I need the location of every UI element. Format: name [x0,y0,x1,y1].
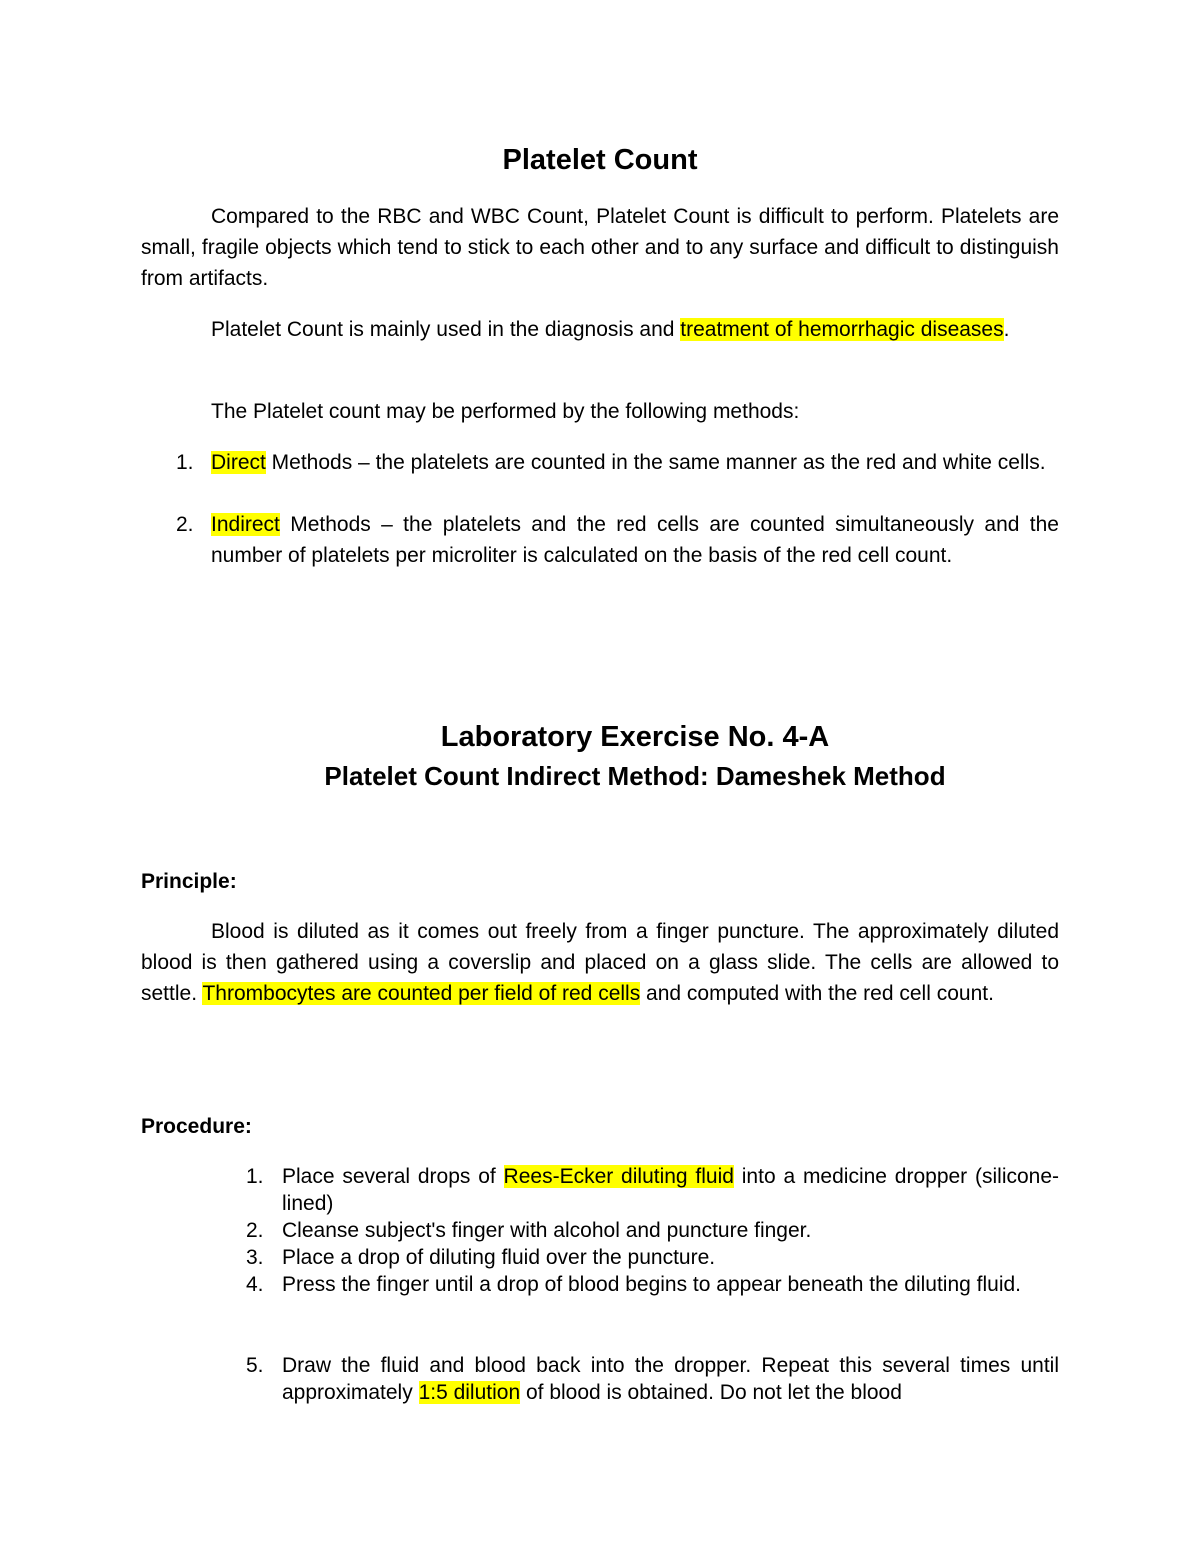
step-text [282,1163,1059,1217]
principle-paragraph [141,916,1059,1009]
method-description: Methods – the platelets are counted in the same manner as the red and white cells. [265,451,1046,474]
page-title: Platelet Count [502,144,698,176]
method-description: Methods – the platelets and the red cells are counted simultaneously and the number of platelets per microliter is calculated on the basis of the red cell count. [211,513,1059,567]
highlight-thrombocytes: Thrombocytes are counted per field of red cells [202,982,641,1005]
exercise-subtitle: Platelet Count Indirect Method: Dameshek Method [324,761,946,791]
list-text [211,447,1059,478]
step-number: 3. [246,1246,264,1269]
step-text-b: into a medicine dropper (silicone-lined) [282,1165,1060,1215]
highlight-hemorrhagic-diseases: treatment of hemorrhagic diseases [680,318,1004,341]
step-text-a: Place several drops of [282,1165,504,1188]
intro-paragraph-2-text-b: . [1003,318,1010,341]
step-text-b: of blood is obtained. Do not let the blood [520,1381,902,1404]
intro-paragraph-3: The Platelet count may be performed by the following methods: [211,400,800,423]
step-text: Place a drop of diluting fluid over the puncture. [282,1246,716,1269]
step-text [282,1352,1059,1406]
step-text-a: Draw the fluid and blood back into the dropper. Repeat this several times until approximately [282,1354,1059,1404]
step-number: 4. [246,1273,264,1296]
exercise-title: Laboratory Exercise No. 4-A [440,721,830,753]
step-text: Cleanse subject's finger with alcohol and puncture finger. [282,1219,812,1242]
highlight-dilution: 1:5 dilution [418,1381,521,1404]
procedure-heading: Procedure: [141,1115,252,1138]
list-number: 1. [176,451,194,474]
principle-heading: Principle: [141,870,237,893]
step-number: 1. [246,1165,264,1188]
step-number: 5. [246,1354,264,1377]
intro-paragraph-2-text-a: Platelet Count is mainly used in the diagnosis and [211,318,681,341]
step-text: Press the finger until a drop of blood begins to appear beneath the diluting fluid. [282,1273,1022,1296]
principle-text-b: and computed with the red cell count. [640,982,994,1005]
highlight-direct: Direct [211,451,266,474]
list-text [211,509,1059,571]
principle-text-a: Blood is diluted as it comes out freely from a finger puncture. The approximately diluted blood is then gathered using a coverslip and placed on a glass slide. The cells are allowed to settle. [141,920,1059,1005]
highlight-indirect: Indirect [211,513,280,536]
highlight-rees-ecker: Rees-Ecker diluting fluid [503,1165,734,1188]
intro-paragraph-1: Compared to the RBC and WBC Count, Platelet Count is difficult to perform. Platelets are small, fragile objects which tend to stick to each other and to any surface and difficult to distinguish from artifacts. [141,205,1059,290]
intro-paragraph-2 [141,314,1059,345]
list-number: 2. [176,513,194,536]
step-number: 2. [246,1219,264,1242]
